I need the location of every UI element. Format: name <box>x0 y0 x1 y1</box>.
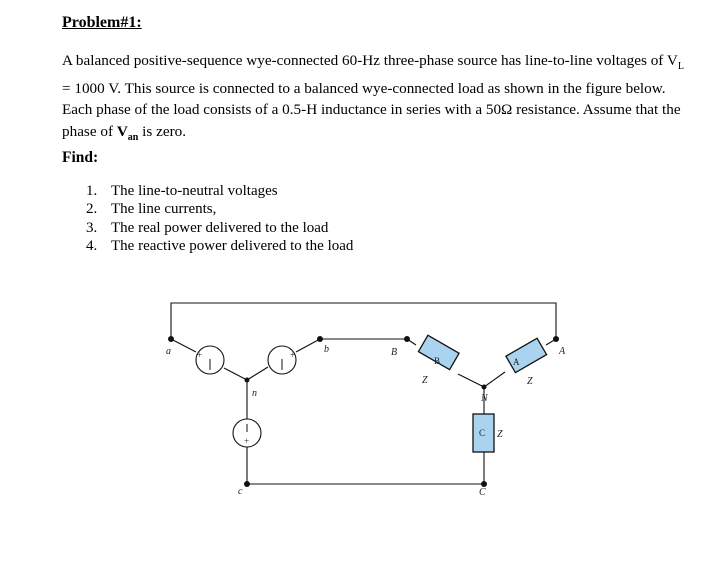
terminal-dot <box>553 336 559 342</box>
wire-a-n <box>224 368 247 380</box>
impedance-C-label: C <box>479 428 486 438</box>
subscript-L: L <box>677 61 684 73</box>
wire-a-n <box>171 339 196 352</box>
node-label-a: a <box>166 346 171 357</box>
plus-sign: + <box>197 350 203 360</box>
terminal-dot <box>245 378 250 383</box>
statement-part-3: is zero. <box>138 122 187 140</box>
node-label-n: n <box>252 388 257 399</box>
wire-B-N <box>458 374 484 387</box>
node-label-c: c <box>238 486 243 497</box>
z-label: Z <box>527 376 533 387</box>
z-label: Z <box>497 429 503 440</box>
wire-b-n <box>296 339 320 352</box>
plus-sign: + <box>244 436 250 446</box>
voltage-symbol: V <box>116 122 128 140</box>
node-label-b: b <box>324 344 329 355</box>
problem-title: Problem#1: <box>62 14 142 31</box>
wire-A-N <box>484 372 505 387</box>
node-label-C: C <box>479 487 486 498</box>
plus-sign: + <box>290 350 296 360</box>
statement-part-2: = 1000 V. This source is connected to a balanced wye-connected load as shown in the figure below. Each phase of the load consists of a 0.5-H inductance in series with a 50Ω resistance. Assume that the phase of <box>62 79 681 140</box>
node-label-N: N <box>481 393 488 404</box>
impedance-A <box>506 338 547 372</box>
terminal-dot <box>482 385 487 390</box>
list-item: 3. The real power delivered to the load <box>86 219 329 236</box>
terminal-dot <box>244 481 250 487</box>
list-item: 1. The line-to-neutral voltages <box>86 183 278 199</box>
impedance-A-label: A <box>513 357 520 367</box>
wire-top <box>171 303 556 339</box>
node-label-B: B <box>391 347 398 358</box>
node-label-A: A <box>559 346 566 357</box>
terminal-dot <box>404 336 410 342</box>
wire-b-n <box>247 367 268 380</box>
list-item: 2. The line currents, <box>86 201 217 218</box>
terminal-dot <box>168 336 174 342</box>
statement-part-1: A balanced positive-sequence wye-connected 60-Hz three-phase source has line-to-line voltages of V <box>62 52 678 69</box>
z-label: Z <box>422 375 428 386</box>
subscript-an: an <box>127 131 139 143</box>
terminal-dot <box>317 336 323 342</box>
impedance-B-label: B <box>434 356 441 366</box>
find-heading: Find: <box>62 149 99 166</box>
list-item: 4. The reactive power delivered to the load <box>86 237 354 254</box>
